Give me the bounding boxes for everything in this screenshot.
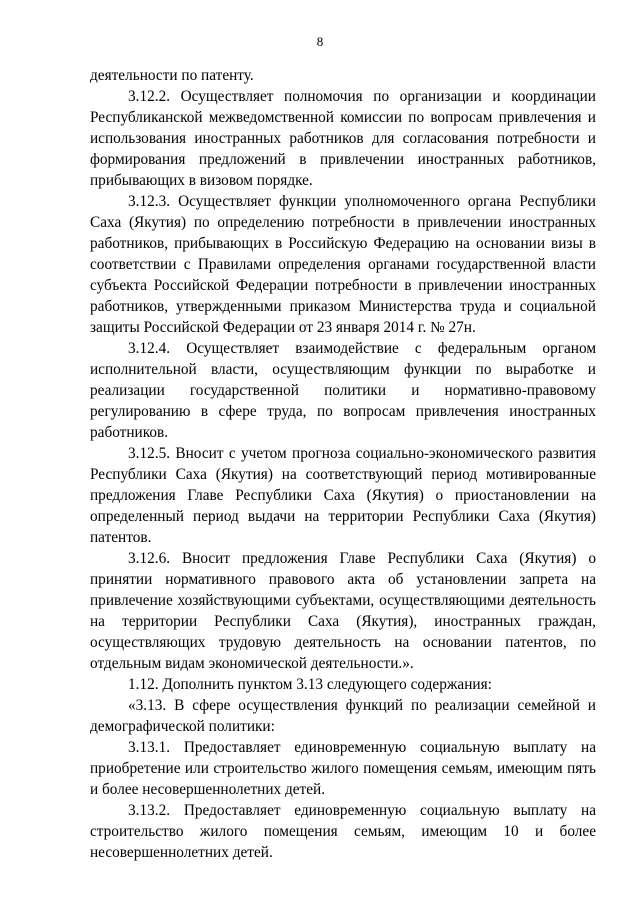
paragraph-3-13-1: 3.13.1. Предоставляет единовременную социальную выплату на приобретение или строительство жилого помещения семьям, имеющим пять и более несовершеннолетних детей. [90,739,596,798]
paragraph-continuation: деятельности по патенту. [90,67,254,84]
paragraph-3-12-2: 3.12.2. Осуществляет полномочия по организации и координации Республиканской межведомственной комиссии по вопросам привлечения и использования иностранных работников для согласования потребности и формирования предложений в привлечении иностранных работников, прибывающих в визовом порядке. [90,88,596,189]
paragraph-3-12-4: 3.12.4. Осуществляет взаимодействие с федеральным органом исполнительной власти, осуществляющим функции по выработке и реализации государственной политики и нормативно-правовому регулированию в сфере труда, по вопросам привлечения иностранных работников. [90,340,596,441]
document-body [90,65,596,863]
paragraph-3-12-3: 3.12.3. Осуществляет функции уполномоченного органа Республики Саха (Якутия) по определению потребности в привлечении иностранных работников, прибывающих в Российскую Федерацию на основании визы в соответствии с Правилами определения органами государственной власти субъекта Российской Федерации потребности в привлечении иностранных работников, утвержденными приказом Министерства труда и социальной защиты Российской Федерации от 23 января 2014 г. № 27н. [90,193,596,336]
paragraph-3-12-6: 3.12.6. Вносит предложения Главе Республики Саха (Якутия) о принятии нормативного правового акта об установлении запрета на привлечение хозяйствующими субъектами, осуществляющими деятельность на территории Республики Саха (Якутия), иностранных граждан, осуществляющих трудовую деятельность на основании патентов, по отдельным видам экономической деятельности.». [90,550,596,672]
paragraph-1-12: 1.12. Дополнить пунктом 3.13 следующего содержания: [128,676,492,693]
paragraph-3-12-5: 3.12.5. Вносит с учетом прогноза социально-экономического развития Республики Саха (Якутия) на соответствующий период мотивированные предложения Главе Республики Саха (Якутия) о приостановлении на определенный период выдачи на территории Республики Саха (Якутия) патентов. [90,445,596,546]
page-number: 8 [316,34,324,49]
paragraph-3-13-2: 3.13.2. Предоставляет единовременную социальную выплату на строительство жилого помещения семьям, имеющим 10 и более несовершеннолетних детей. [90,802,596,861]
paragraph-3-13: «3.13. В сфере осуществления функций по реализации семейной и демографической политики: [90,697,596,735]
